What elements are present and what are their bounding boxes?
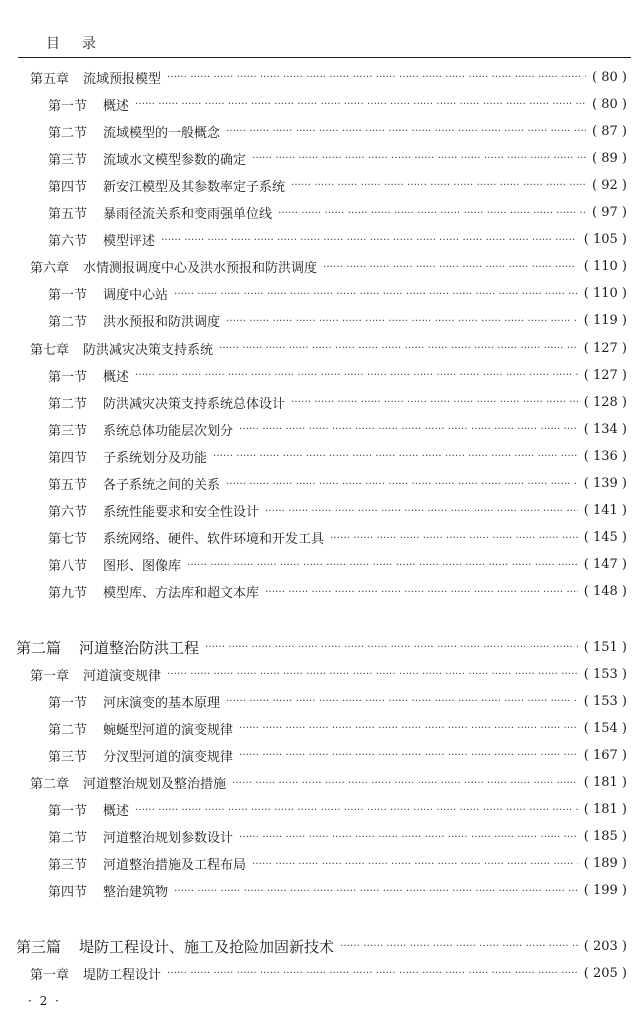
dot-leader: [161, 232, 578, 248]
toc-entry-title: 系统总体功能层次划分: [103, 423, 234, 439]
toc-entry-page: ( 189 ): [583, 856, 627, 872]
toc-entry-page: ( 119 ): [583, 313, 627, 329]
toc-entry-label: 第一章: [30, 967, 70, 983]
dot-leader: [265, 584, 578, 600]
toc-entry-page: ( 128 ): [583, 394, 627, 410]
toc-entry-title: 概述: [103, 369, 130, 385]
toc-entry-label: 第三节: [48, 423, 88, 439]
toc-entry-title: 整治建筑物: [103, 885, 169, 901]
toc-entry-title: 河道整治措施及工程布局: [103, 858, 247, 874]
dot-leader: [226, 313, 578, 329]
dot-leader: [291, 177, 586, 193]
dot-leader: [213, 448, 578, 464]
toc-entry-page: ( 145 ): [583, 530, 627, 546]
toc-entry-label: 第三篇: [16, 937, 62, 956]
toc-entry-label: 第一节: [48, 98, 88, 114]
toc-entry-label: 第二篇: [16, 638, 62, 657]
toc-entry-page: ( 110 ): [583, 286, 627, 302]
toc-entry-title: 暴雨径流关系和变雨强单位线: [103, 207, 273, 222]
toc-entry-section: [0, 416, 627, 442]
dot-leader: [330, 530, 578, 546]
toc-entry-page: ( 139 ): [583, 476, 627, 491]
toc-entry-title: 河床演变的基本原理: [103, 695, 221, 711]
toc-entry-label: 第一章: [30, 668, 70, 684]
dot-leader: [232, 775, 578, 791]
toc-entry-label: 第八节: [48, 559, 88, 575]
toc-entry-section: [0, 91, 627, 117]
dot-leader: [323, 259, 578, 275]
toc-entry-page: ( 127 ): [583, 340, 627, 356]
toc-entry-page: ( 153 ): [583, 693, 627, 709]
toc-entry-label: 第三节: [48, 152, 88, 168]
toc-entry-title: 图形、图像库: [103, 559, 182, 575]
dot-leader: [265, 503, 578, 519]
toc-entry-label: 第七节: [48, 532, 88, 548]
dot-leader: [252, 150, 586, 166]
dot-leader: [252, 856, 578, 872]
toc-entry-section: [0, 200, 627, 226]
toc-entry-title: 防洪减灾决策支持系统: [83, 342, 214, 358]
toc-entry-page: ( 167 ): [583, 747, 627, 763]
toc-entry-label: 第二节: [48, 396, 88, 412]
toc-entry-page: ( 151 ): [583, 639, 627, 655]
toc-entry-section: [0, 824, 627, 850]
toc-entry-section: [0, 118, 627, 144]
dot-leader: [239, 720, 578, 736]
toc-entry-title: 概述: [103, 98, 130, 114]
toc-entry-title: 蜿蜒型河道的演变规律: [103, 722, 234, 738]
dot-leader: [135, 367, 578, 383]
dot-leader: [135, 802, 578, 818]
toc-entry-page: ( 199 ): [583, 883, 627, 899]
dot-leader: [291, 394, 578, 410]
toc-entry-label: 第二节: [48, 831, 88, 847]
dot-leader: [167, 69, 586, 85]
toc-entry-section: [0, 443, 627, 469]
toc-entry-title: 流域水文模型参数的确定: [103, 152, 247, 168]
toc-entry-page: ( 203 ): [583, 938, 627, 954]
toc-entry-title: 河道演变规律: [83, 668, 162, 684]
toc-entry-page: ( 147 ): [583, 557, 627, 573]
toc-entry-page: ( 80 ): [592, 96, 627, 112]
toc-entry-title: 堤防工程设计、施工及抢险加固新技术: [79, 937, 335, 956]
toc-entry-page: ( 87 ): [592, 123, 627, 139]
toc-entry-section: [0, 471, 627, 497]
toc-entry-section: [0, 498, 627, 524]
dot-leader: [205, 639, 578, 655]
page-header: [0, 0, 641, 58]
dot-leader: [174, 286, 578, 302]
toc-entry-part: [0, 933, 627, 959]
toc-entry-page: ( 185 ): [583, 829, 627, 845]
toc-entry-label: 第三节: [48, 749, 88, 765]
toc-entry-page: ( 153 ): [583, 666, 627, 682]
toc-entry-label: 第六节: [48, 505, 88, 521]
dot-leader: [219, 340, 578, 356]
toc-entry-page: ( 154 ): [583, 720, 627, 736]
toc-entry-label: 第一节: [48, 369, 88, 385]
dot-leader: [226, 476, 578, 492]
toc-entry-page: ( 148 ): [583, 584, 627, 600]
toc-entry-title: 堤防工程设计: [83, 967, 162, 983]
toc-entry-section: [0, 281, 627, 307]
dot-leader: [239, 421, 578, 437]
toc-entry-section: [0, 362, 627, 388]
toc-entry-title: 模型评述: [103, 234, 156, 250]
toc-entry-label: 第四节: [48, 885, 88, 901]
toc-entry-page: ( 141 ): [583, 503, 627, 519]
toc-entry-title: 子系统划分及功能: [103, 450, 208, 466]
dot-leader: [340, 938, 578, 954]
toc-entry-title: 洪水预报和防洪调度: [103, 315, 221, 331]
toc-entry-page: ( 134 ): [583, 421, 627, 437]
toc-entry-section: [0, 525, 627, 551]
toc-entry-page: ( 181 ): [583, 775, 627, 790]
toc-entry-section: [0, 145, 627, 171]
toc-entry-title: 流域模型的一般概念: [103, 125, 221, 141]
toc-entry-chapter: [0, 254, 627, 280]
toc-entry-title: 系统网络、硬件、软件环境和开发工具: [103, 532, 325, 548]
toc-entry-title: 调度中心站: [103, 288, 169, 304]
toc-entry-title: 模型库、方法库和超文本库: [103, 586, 260, 602]
toc-entry-label: 第二节: [48, 125, 88, 141]
toc-entry-label: 第二节: [48, 722, 88, 738]
dot-leader: [278, 205, 586, 221]
toc-entry-page: ( 205 ): [583, 965, 627, 981]
toc-entry-page: ( 97 ): [592, 205, 627, 220]
toc-entry-chapter: [0, 64, 627, 90]
toc-entry-label: 第一节: [48, 804, 88, 820]
header-rule: [18, 57, 631, 58]
toc-entry-label: 第五章: [30, 71, 70, 87]
toc-entry-section: [0, 851, 627, 877]
dot-leader: [187, 557, 578, 573]
toc-entry-page: ( 181 ): [583, 802, 627, 818]
toc-entry-chapter: [0, 335, 627, 361]
toc-entry-page: ( 136 ): [583, 448, 627, 464]
toc-entry-label: 第四节: [48, 450, 88, 466]
dot-leader: [226, 693, 578, 709]
toc-entry-title: 各子系统之间的关系: [103, 478, 221, 493]
dot-leader: [174, 883, 578, 899]
toc-entry-page: ( 80 ): [592, 69, 627, 85]
toc-entry-title: 河道整治规划参数设计: [103, 831, 234, 847]
toc-entry-label: 第六节: [48, 234, 88, 250]
dot-leader: [167, 965, 578, 981]
toc-entry-chapter: [0, 770, 627, 796]
toc-entry-section: [0, 172, 627, 198]
toc-entry-section: [0, 742, 627, 768]
toc-entry-label: 第四节: [48, 179, 88, 195]
toc-entry-section: [0, 878, 627, 904]
toc-entry-title: 河道整治规划及整治措施: [83, 777, 227, 792]
toc-entry-label: 第二章: [30, 777, 70, 792]
toc-entry-page: ( 92 ): [592, 177, 627, 193]
toc-entry-label: 第五节: [48, 478, 88, 493]
toc-entry-label: 第九节: [48, 586, 88, 602]
dot-leader: [239, 747, 578, 763]
toc-entry-title: 新安江模型及其参数率定子系统: [103, 179, 286, 195]
toc-entry-part: [0, 634, 627, 660]
toc-entry-page: ( 127 ): [583, 367, 627, 383]
toc-entry-section: [0, 715, 627, 741]
toc-entry-chapter: [0, 661, 627, 687]
toc-entry-page: ( 105 ): [583, 232, 627, 248]
toc-entry-label: 第六章: [30, 261, 70, 277]
dot-leader: [239, 829, 578, 845]
toc-entry-label: 第七章: [30, 342, 70, 358]
toc-entry-title: 防洪减灾决策支持系统总体设计: [103, 396, 286, 412]
dot-leader: [135, 96, 586, 112]
dot-leader: [226, 123, 586, 139]
toc-entry-section: [0, 308, 627, 334]
toc-entry-section: [0, 579, 627, 605]
toc-entry-title: 概述: [103, 804, 130, 820]
toc-entry-section: [0, 797, 627, 823]
toc-entry-section: [0, 688, 627, 714]
toc-entry-section: [0, 389, 627, 415]
toc-entry-title: 河道整治防洪工程: [79, 638, 200, 657]
toc-entry-title: 分汊型河道的演变规律: [103, 749, 234, 765]
toc-entry-title: 系统性能要求和安全性设计: [103, 505, 260, 521]
toc-entry-page: ( 89 ): [592, 150, 627, 166]
toc-entry-chapter: [0, 960, 627, 986]
page-number: · 2 ·: [28, 994, 61, 1008]
toc-entry-section: [0, 552, 627, 578]
toc-entry-page: ( 110 ): [583, 259, 627, 275]
toc-entry-label: 第一节: [48, 288, 88, 304]
dot-leader: [167, 666, 578, 682]
toc-entry-label: 第二节: [48, 315, 88, 331]
toc-entry-label: 第五节: [48, 207, 88, 222]
toc-entry-title: 流域预报模型: [83, 71, 162, 87]
toc-entry-label: 第三节: [48, 858, 88, 874]
toc-entry-section: [0, 227, 627, 253]
toc-entry-label: 第一节: [48, 695, 88, 711]
toc-entry-title: 水情测报调度中心及洪水预报和防洪调度: [83, 261, 318, 277]
page-title: 目录: [46, 36, 118, 52]
